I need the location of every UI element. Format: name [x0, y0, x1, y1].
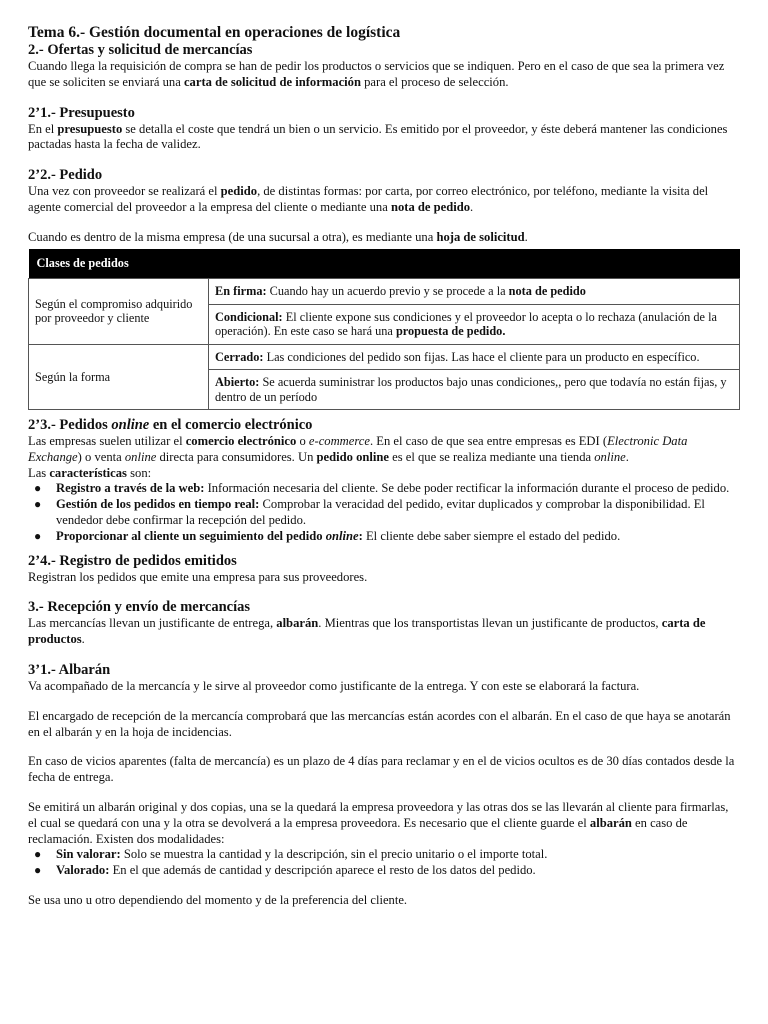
bold-term: pedido online	[316, 449, 389, 464]
bold-term: Registro a través de la web:	[56, 481, 205, 496]
section-3-1-paragraph-3: En caso de vicios aparentes (falta de mercancía) es un plazo de 4 días para reclamar y en el de vicios ocultos es de 30 días contados desde la fecha de entrega.	[28, 754, 735, 785]
text-run: . En el caso de que sea entre empresas es EDI (	[369, 434, 608, 449]
section-2-heading: 2.- Ofertas y solicitud de mercancías	[28, 42, 253, 58]
section-3-1-paragraph-1: Va acompañado de la mercancía y le sirve al proveedor como justificante de la entrega. Y con este se elaborará la factura.	[28, 679, 640, 694]
table-cell-firm	[209, 279, 740, 305]
text-run: Cuando hay un acuerdo previo y se procede a la	[266, 284, 509, 299]
text-run: Cuando es dentro de la misma empresa (de una sucursal a otra), es mediante una	[28, 229, 437, 244]
bold-term: Abierto:	[215, 375, 260, 390]
table-cell-conditional	[209, 304, 740, 344]
bold-term: características	[49, 465, 127, 480]
text-run: Solo se muestra la cantidad y la descripción, sin el precio unitario o el importe total.	[120, 847, 548, 862]
bold-term: Valorado:	[56, 863, 110, 878]
bold-term: Gestión de los pedidos en tiempo real:	[56, 497, 260, 512]
text-run: para el proceso de selección.	[360, 74, 509, 89]
section-3-1-paragraph-4	[28, 800, 740, 847]
text-run: en el comercio electrónico	[149, 417, 313, 434]
bold-term: comercio electrónico	[185, 434, 297, 449]
text-run: .	[625, 449, 629, 464]
section-3-1-heading: 3’1.- Albarán	[28, 662, 111, 679]
text-run: Información necesaria del cliente. Se debe poder rectificar la información durante el proceso de pedido.	[204, 481, 730, 496]
bullet-icon: ●	[34, 497, 42, 512]
text-run: es el que se realiza mediante una tienda	[388, 449, 595, 464]
table-row	[29, 344, 740, 370]
text-run: Se emitirá un albarán original y dos copias, una se la quedará la empresa proveedora y las otras dos se las llevarán al cliente para firmarlas, el cual se quedará con una y la otra se devolverá a la empresa proveedora. Es necesario que el cliente guarde el	[28, 800, 729, 830]
modalities-list	[28, 847, 740, 879]
section-2-1-paragraph	[28, 122, 740, 154]
bold-term: Cerrado:	[215, 349, 264, 364]
section-2-3-heading	[28, 417, 740, 434]
section-2-3-paragraph-1	[28, 434, 740, 466]
bold-term: :	[358, 528, 363, 543]
section-3-1-paragraph-5: Se usa uno u otro dependiendo del momento y de la preferencia del cliente.	[28, 893, 408, 908]
section-2-4-heading: 2’4.- Registro de pedidos emitidos	[28, 552, 237, 569]
bold-term: Proporcionar al cliente un seguimiento del pedido	[56, 528, 326, 543]
text-run: 2’3.- Pedidos	[28, 417, 112, 434]
section-2-4-paragraph: Registran los pedidos que emite una empresa para sus proveedores.	[28, 569, 368, 584]
bullet-icon: ●	[34, 847, 42, 862]
group-label-commitment: Según el compromiso adquirido por proveedor y cliente	[29, 279, 209, 345]
section-2-1-heading: 2’1.- Presupuesto	[28, 104, 135, 121]
text-run: .	[470, 199, 474, 214]
table-cell-closed	[209, 344, 740, 370]
italic-term: online	[594, 449, 626, 464]
document-title: Tema 6.- Gestión documental en operaciones de logística	[28, 24, 401, 41]
bold-italic-term: online	[325, 528, 359, 543]
list-item	[28, 497, 740, 529]
bold-term: pedido	[220, 184, 258, 199]
text-run: ) o venta	[77, 449, 125, 464]
group-label-form: Según la forma	[29, 344, 209, 410]
text-run: .	[81, 632, 85, 647]
list-item	[28, 529, 740, 545]
bold-term: albarán	[276, 616, 319, 631]
text-run: se detalla el coste que tendrá un bien o un servicio. Es emitido por el proveedor, y éste deberá mantener las condiciones pactadas hasta la fecha de validez.	[28, 121, 728, 152]
text-run: Las mercancías llevan un justificante de entrega,	[28, 616, 277, 631]
text-run: son:	[126, 465, 152, 480]
text-run: Cuando llega la requisición de compra se han de pedir los productos o servicios que se indiquen. Pero en el caso de que sea la primera vez que se soliciten se enviará una	[28, 59, 725, 89]
bold-term: presupuesto	[57, 121, 123, 136]
section-3-paragraph	[28, 616, 740, 648]
text-run: Se acuerda suministrar los productos bajo unas condiciones,, pero que todavía no están fijas, y dentro de un período	[215, 375, 727, 404]
bold-term: albarán	[589, 815, 632, 830]
text-run: . Mientras que los transportistas llevan un justificante de productos,	[318, 616, 662, 631]
characteristics-list	[28, 481, 740, 544]
text-run: directa para consumidores. Un	[156, 449, 317, 464]
text-run: , de distintas formas: por carta, por correo electrónico, por teléfono, mediante la visita del agente comercial del proveedor a la empresa del cliente o mediante una	[28, 184, 709, 214]
text-run: Una vez con proveedor se realizará el	[28, 184, 221, 199]
bold-term: Sin valorar:	[56, 847, 121, 862]
text-run: Las condiciones del pedido son fijas. Las hace el cliente para un producto en específico.	[263, 349, 700, 364]
list-item	[28, 847, 740, 863]
section-2-paragraph	[28, 59, 740, 91]
text-run: o	[296, 434, 309, 449]
table-header: Clases de pedidos	[29, 249, 740, 279]
bold-term: nota de pedido	[508, 284, 586, 299]
bold-term: En firma:	[215, 284, 267, 299]
bold-term: Condicional:	[215, 309, 283, 324]
bullet-icon: ●	[34, 481, 42, 496]
table-cell-open	[209, 370, 740, 410]
section-2-2-paragraph-2	[28, 230, 740, 246]
text-run: Las	[28, 465, 50, 480]
section-2-2-heading: 2’2.- Pedido	[28, 167, 103, 184]
italic-term: online	[111, 417, 150, 434]
text-run: En el	[28, 121, 58, 136]
text-run: .	[524, 229, 528, 244]
bold-term: carta de productos	[28, 616, 706, 647]
section-2-2-paragraph-1	[28, 184, 740, 216]
list-item	[28, 481, 740, 497]
bold-term: hoja de solicitud	[436, 229, 525, 244]
italic-term: online	[124, 449, 157, 464]
bullet-icon: ●	[34, 863, 42, 878]
bullet-icon: ●	[34, 528, 42, 543]
order-types-table	[28, 249, 740, 411]
bold-term: carta de solicitud de información	[183, 74, 361, 89]
bold-term: nota de pedido	[390, 199, 471, 214]
list-item	[28, 863, 740, 879]
text-run: Comprobar la veracidad del pedido, evitar duplicados y comprobar la disponibilidad. El vendedor debe confirmar la recepción del pedido.	[56, 497, 705, 528]
text-run: En el que además de cantidad y descripción aparece el resto de los datos del pedido.	[109, 863, 536, 878]
text-run: El cliente debe saber siempre el estado del pedido.	[362, 528, 621, 543]
table-row	[29, 279, 740, 305]
section-3-1-paragraph-2: El encargado de recepción de la mercancía comprobará que las mercancías están acordes con el albarán. En el caso de que haya se anotarán en el albarán y en la hoja de incidencias.	[28, 708, 731, 739]
section-2-3-paragraph-2	[28, 466, 740, 482]
section-3-heading: 3.- Recepción y envío de mercancías	[28, 599, 251, 616]
text-run: en caso de reclamación. Existen dos modalidades:	[28, 815, 688, 846]
bold-term: propuesta de pedido.	[395, 324, 506, 339]
italic-term: e-commerce	[308, 434, 370, 449]
text-run: El cliente expone sus condiciones y el proveedor lo acepta o lo rechaza (anulación de la operación). En este caso se hará una	[215, 309, 717, 339]
italic-term: Electronic Data Exchange	[28, 434, 688, 464]
text-run: Las empresas suelen utilizar el	[28, 434, 186, 449]
